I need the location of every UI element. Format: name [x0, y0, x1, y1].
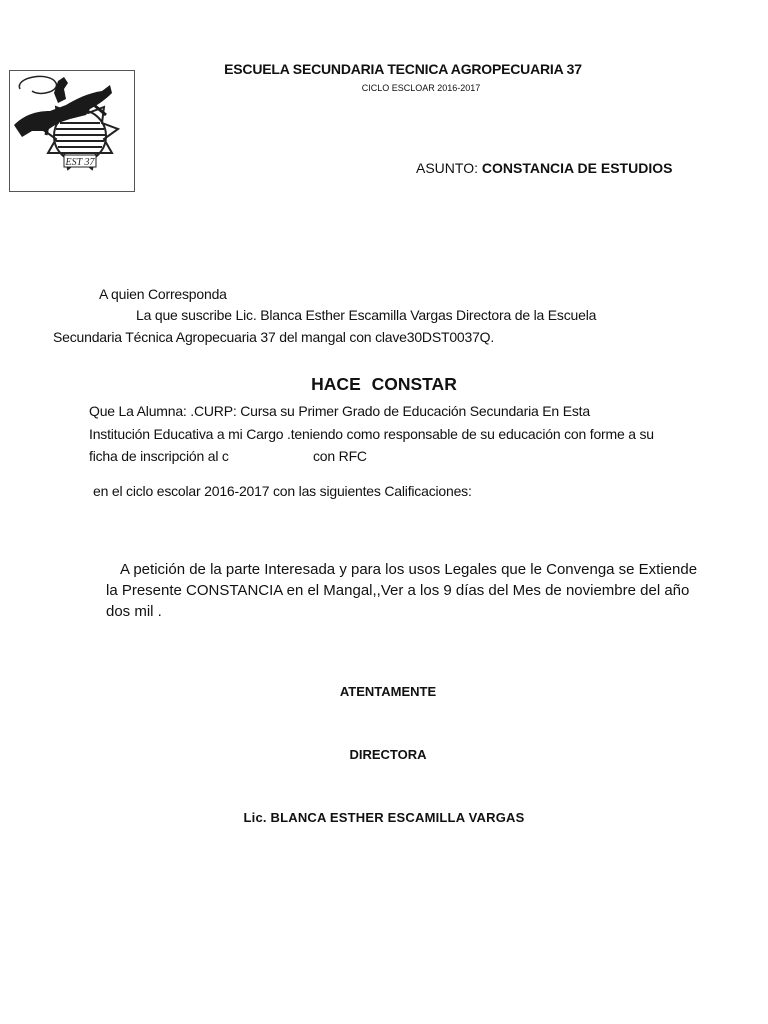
body-line-3b: con RFC [313, 448, 367, 464]
logo-text: EST 37 [65, 157, 95, 168]
signature-regards: ATENTAMENTE [339, 684, 437, 699]
intro-line-2: Secundaria Técnica Agropecuaria 37 del mangal con clave30DST0037Q. [53, 329, 495, 345]
body-line-1: Que La Alumna: .CURP: Cursa su Primer Grado de Educación Secundaria En Esta [89, 403, 590, 419]
school-cycle: CICLO ESCLOAR 2016-2017 [361, 83, 481, 93]
body-line-2: Institución Educativa a mi Cargo .teniendo como responsable de su educación con forme a su [89, 426, 654, 442]
subject-label: ASUNTO: [416, 160, 478, 176]
body-line-4: en el ciclo escolar 2016-2017 con las siguientes Calificaciones: [93, 483, 472, 499]
greeting: A quien Corresponda [99, 286, 227, 302]
body-line-3a: ficha de inscripción al c [89, 448, 229, 464]
closing-line-1: A petición de la parte Interesada y para los usos Legales que le Convenga se Extiende [120, 561, 698, 578]
school-name: ESCUELA SECUNDARIA TECNICA AGROPECUARIA 37 [224, 61, 582, 77]
document-title: HACE CONSTAR [311, 374, 457, 394]
signature-name: Lic. BLANCA ESTHER ESCAMILLA VARGAS [243, 810, 525, 825]
signature-role: DIRECTORA [349, 747, 427, 762]
closing-line-3: dos mil . [106, 603, 162, 620]
subject-line [416, 160, 672, 176]
closing-line-2: la Presente CONSTANCIA en el Mangal,,Ver a los 9 días del Mes de noviembre del año [106, 582, 690, 599]
intro-line-1: La que suscribe Lic. Blanca Esther Escamilla Vargas Directora de la Escuela [136, 307, 597, 323]
subject-value: CONSTANCIA DE ESTUDIOS [481, 160, 673, 176]
